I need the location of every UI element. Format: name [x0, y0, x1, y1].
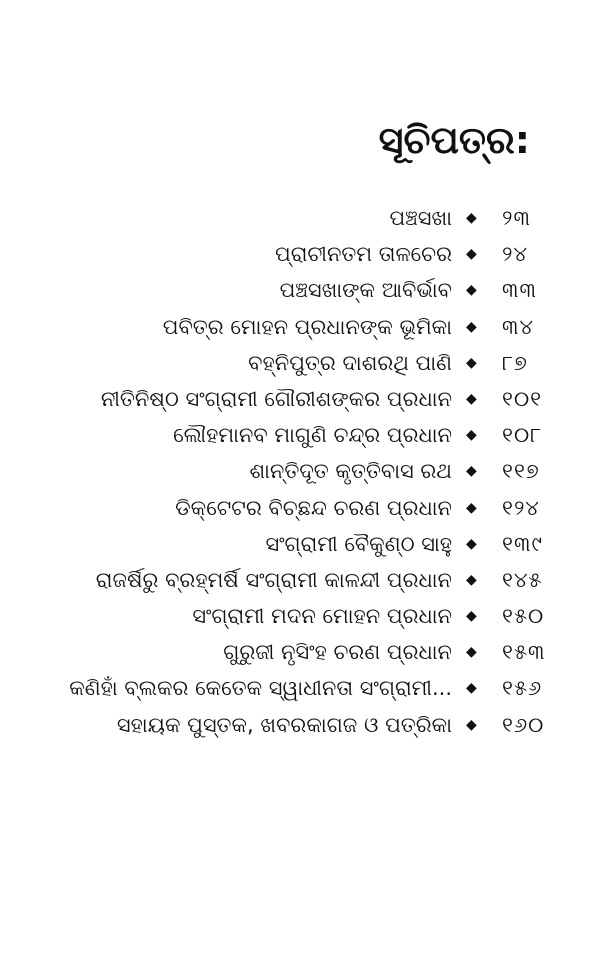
diamond-bullet-icon: ◆: [466, 282, 477, 299]
diamond-bullet-icon: ◆: [466, 463, 477, 480]
diamond-bullet-icon: ◆: [466, 499, 477, 516]
toc-item[interactable]: [0, 670, 600, 706]
diamond-bullet-icon: ◆: [466, 318, 477, 335]
toc-item-page-number: ୨୩: [502, 206, 531, 230]
toc-item[interactable]: [0, 490, 600, 526]
toc-item[interactable]: [0, 417, 600, 453]
toc-item-title: ସଂଗ୍ରାମୀ ମଦନ ମୋହନ ପ୍ରଧାନ: [192, 604, 452, 629]
toc-item-title: ନୀତିନିଷ୍ଠ ସଂଗ୍ରାମୀ ଗୌରୀଶଙ୍କର ପ୍ରଧାନ: [100, 386, 452, 411]
toc-item[interactable]: [0, 453, 600, 489]
diamond-bullet-icon: ◆: [466, 608, 477, 625]
diamond-bullet-icon: ◆: [466, 390, 477, 407]
toc-item-title: ପଞ୍ଚସଖାଙ୍କ ଆବିର୍ଭାବ: [279, 278, 452, 303]
toc-item-title: ଶାନ୍ତିଦୂତ କୃତ୍ତିବାସ ରଥ: [249, 459, 452, 484]
toc-item[interactable]: [0, 707, 600, 743]
toc-item-title: ଡିକ୍ଟେଟର ବିଚ୍ଛନ୍ଦ ଚରଣ ପ୍ରଧାନ: [175, 495, 452, 520]
toc-item-title: ଗୁରୁଜୀ ନୃସିଂହ ଚରଣ ପ୍ରଧାନ: [223, 640, 452, 665]
toc-item-title: ସଂଗ୍ରାମୀ ବୈକୁଣ୍ଠ ସାହୁ: [265, 531, 452, 556]
toc-item-page-number: ୩୩: [502, 278, 538, 303]
toc-item-page-number: ୧୫୦: [502, 604, 545, 629]
diamond-bullet-icon: ◆: [466, 644, 477, 661]
toc-item-title: ପବିତ୍ର ମୋହନ ପ୍ରଧାନଙ୍କ ଭୂମିକା: [162, 314, 452, 339]
toc-item[interactable]: [0, 236, 600, 272]
diamond-bullet-icon: ◆: [466, 246, 477, 263]
toc-item-page-number: ୧୩୯: [502, 531, 543, 556]
toc-item-page-number: ୮୭: [502, 350, 528, 375]
toc-item-page-number: ୧୬୦: [502, 712, 545, 737]
toc-item-title: ପ୍ରାଚୀନତମ ତାଳଚେର: [275, 242, 452, 267]
toc-item-title: ବହ୍ନିପୁତ୍ର ଦାଶରଥି ପାଣି: [248, 350, 452, 375]
toc-item[interactable]: [0, 381, 600, 417]
toc-item-title: ସହାୟକ ପୁସ୍ତକ, ଖବରକାଗଜ ଓ ପତ୍ରିକା: [116, 712, 452, 737]
toc-item[interactable]: [0, 634, 600, 670]
toc-item-page-number: ୨୪: [502, 242, 528, 267]
toc-item[interactable]: [0, 272, 600, 308]
toc-item[interactable]: [0, 562, 600, 598]
toc-item-page-number: ୧୧୭: [502, 459, 540, 484]
toc-item[interactable]: [0, 598, 600, 634]
toc-item-title: ଲୌହମାନବ ମାଗୁଣି ଚନ୍ଦ୍ର ପ୍ରଧାନ: [173, 423, 452, 448]
toc-item-title: କଣିହାଁ ବ୍ଲକର କେତେକ ସ୍ୱାଧୀନତା ସଂଗ୍ରାମୀ...: [69, 676, 452, 701]
toc-item-page-number: ୧୫୩: [502, 640, 546, 665]
toc-list: [0, 200, 600, 743]
toc-item-page-number: ୧୪୫: [502, 567, 543, 592]
toc-item[interactable]: [0, 309, 600, 345]
diamond-bullet-icon: ◆: [466, 571, 477, 588]
diamond-bullet-icon: ◆: [466, 680, 477, 697]
toc-item-title: ପଞ୍ଚସଖା: [389, 206, 452, 230]
toc-item-page-number: ୧୫୬: [502, 676, 543, 701]
toc-item[interactable]: [0, 345, 600, 381]
toc-item-page-number: ୩୪: [502, 314, 534, 339]
toc-item[interactable]: [0, 200, 600, 236]
diamond-bullet-icon: ◆: [466, 354, 477, 371]
diamond-bullet-icon: ◆: [466, 210, 477, 226]
diamond-bullet-icon: ◆: [466, 716, 477, 733]
toc-item-page-number: ୧୦୧: [502, 386, 543, 411]
diamond-bullet-icon: ◆: [466, 535, 477, 552]
toc-item[interactable]: [0, 526, 600, 562]
toc-item-page-number: ୧୨୪: [502, 495, 540, 520]
toc-item-page-number: ୧୦୮: [502, 423, 543, 448]
diamond-bullet-icon: ◆: [466, 427, 477, 444]
toc-item-title: ରାଜର୍ଷିରୁ ବ୍ରହ୍ମର୍ଷି ସଂଗ୍ରାମୀ କାଳନ୍ଦୀ ପ୍ରଧାନ: [95, 567, 452, 592]
toc-heading: ସୂଚିପତ୍ର:: [378, 118, 530, 162]
